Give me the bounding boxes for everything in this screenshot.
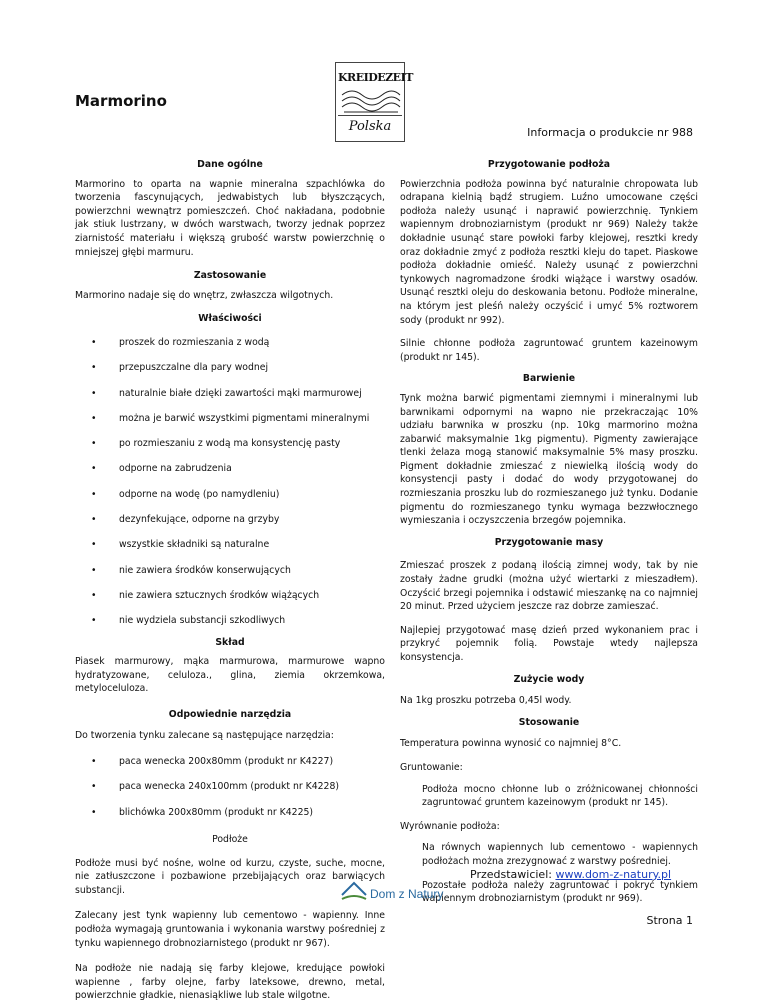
- list-item: • przepuszczalne dla pary wodnej: [75, 361, 385, 386]
- heading-zuzycie-wody: Zużycie wody: [513, 673, 585, 685]
- przygotowanie-text-1: Powierzchnia podłoża powinna być naturalnie chropowata lub odrapana kielnią bądź strugiem. Luźno umocowane części podłoża należy usunąć i naprawić powierzchnię. Tynkiem wapiennym drobnoziarnistym (produkt nr 969) Należy także dokładnie usunąć stare powłoki farby klejowej, resztki kredy oraz dokładnie zmyć z podłoża resztki kleju do tapet. Piaskowe podłoża dokładnie omieść. Należy usunąć z powierzchni tynkowych nagromadzone środki wiążące i warstwy osadów. Usunąć resztki oleju do deskowania betonu. Podłoże mineralne, na którym jest pleśń należy oczyścić i umyć 5% roztworem sody (produkt nr 992).: [400, 178, 698, 326]
- heading-przygotowanie-podloza: Przygotowanie podłoża: [487, 159, 611, 170]
- narzedzia-list: [75, 755, 385, 831]
- heading-przygotowanie-masy: Przygotowanie masy: [494, 536, 604, 548]
- list-item: • można je barwić wszystkimi pigmentami mineralnymi: [75, 412, 385, 437]
- list-item: • paca wenecka 200x80mm (produkt nr K4227): [75, 755, 385, 780]
- wlasciwosci-list: [75, 336, 385, 640]
- barwienie-text: Tynk można barwić pigmentami ziemnymi i mineralnymi lub barwnikami odpornymi na wapno nie przekraczając 10% udziału barwnika w proszku (np. 10kg marmorino można zabarwić maksymalnie 1kg pigmentu). Pigmenty zawierające tlenki żelaza mogą stanowić maksymalnie 5% masy proszku. Pigment dokładnie zmieszać z niewielką ilością wody do konsystencji pasty i dodać do wody przygotowanej do rozmieszania proszku lub do rozmieszanego już tynku. Dodanie pigmentu do rozmieszanego tynku wymaga bezzwłocznego wymieszania i oczyszczenia brzegów pojemnika.: [400, 392, 698, 527]
- list-item: • wszystkie składniki są naturalne: [75, 538, 385, 563]
- sklad-text: Piasek marmurowy, mąka marmurowa, marmurowe wapno hydratyzowane, celuloza., glina, ziemia okrzemkowa, metyloceluloza.: [75, 656, 385, 695]
- heading-dane-ogolne: Dane ogólne: [197, 159, 263, 170]
- page-number: Strona 1: [646, 914, 693, 927]
- zuzycie-text: Na 1kg proszku potrzeba 0,45l wody.: [400, 695, 572, 707]
- list-item: • nie zawiera sztucznych środków wiążących: [75, 589, 385, 614]
- przygotowanie-text-2: Silnie chłonne podłoża zagruntować gruntem kazeinowym (produkt nr 145).: [400, 338, 698, 363]
- podloze-text-2: Zalecany jest tynk wapienny lub cementowo - wapienny. Inne podłoża wymagają gruntowania i wykonania warstwy pośredniej z tynku wapiennego drobnoziarnistego (produkt nr 967).: [75, 910, 385, 949]
- heading-wlasciwosci: Właściwości: [198, 313, 262, 325]
- heading-sklad: Skład: [215, 636, 245, 648]
- representative: [470, 868, 671, 881]
- rep-label: Przedstawiciel:: [470, 868, 552, 881]
- podloze-text-1: Podłoże musi być nośne, wolne od kurzu, czyste, suche, mocne, nie zatłuszczone i pozbawione przebijających oraz barwiących substancji.: [75, 857, 385, 896]
- narzedzia-text: Do tworzenia tynku zalecane są następujące narzędzia:: [75, 730, 334, 742]
- list-item: • nie zawiera środków konserwujących: [75, 564, 385, 589]
- heading-zastosowanie: Zastosowanie: [193, 270, 267, 282]
- kreidezeit-logo: [335, 62, 413, 142]
- masa-text-2: Najlepiej przygotować masę dzień przed wykonaniem prac i przykryć pojemnik folią. Powstaje wtedy najlepsza konsystencja.: [400, 624, 698, 663]
- zastosowanie-text: Marmorino nadaje się do wnętrz, zwłaszcza wilgotnych.: [75, 289, 334, 301]
- list-item: • naturalnie białe dzięki zawartości mąki marmurowej: [75, 387, 385, 412]
- masa-text-1: Zmieszać proszek z podaną ilością zimnej wody, tak by nie zostały żadne grudki (można użyć wiertarki z mieszadłem). Oczyścić brzegi pojemnika i odstawić mieszankę na co najmniej 20 minut. Przed użyciem jeszcze raz dobrze zamieszać.: [400, 560, 698, 613]
- rep-link[interactable]: www.dom-z-natury.pl: [555, 868, 672, 881]
- heading-narzedzia: Odpowiednie narzędzia: [168, 708, 292, 720]
- stosowanie-text: Temperatura powinna wynosić co najmniej 8°C.: [400, 738, 622, 750]
- list-item: • dezynfekujące, odporne na grzyby: [75, 513, 385, 538]
- list-item: • proszek do rozmieszania z wodą: [75, 336, 385, 361]
- right-column: [400, 158, 698, 906]
- heading-podloze: Podłoże: [212, 833, 248, 845]
- footer-logo-text: Dom z Natury: [370, 887, 444, 901]
- list-item: • blichówka 200x80mm (produkt nr K4225): [75, 806, 385, 831]
- logo-brand: KREIDEZEIT: [338, 71, 413, 84]
- dane-ogolne-text: Marmorino to oparta na wapnie mineralna szpachlówka do tworzenia fascynujących, jedwabistych lub błyszczących, powierzchni wewnątrz pomieszczeń. Choć nakładana, podobnie jak stiuk lustrzany, w dwóch warstwach, tworzy jednak poprzez ziarnistość materiału i większą grubość warstw powierzchnię o mniejszej głębi marmuru.: [75, 178, 385, 258]
- wyrownanie-text-1: Na równych wapiennych lub cementowo - wapiennych podłożach można zrezygnować z warstwy pośredniej.: [422, 842, 698, 867]
- gruntowanie-label: Gruntowanie:: [400, 761, 463, 773]
- podloze-text-3: Na podłoże nie nadają się farby klejowe, kredujące powłoki wapienne , farby olejne, farby lateksowe, drewno, metal, powierzchnie gładkie, nienasiąkliwe lub stale wilgotne.: [75, 963, 385, 1002]
- product-info: Informacja o produkcie nr 988: [527, 126, 693, 139]
- logo-landscape-icon: [338, 65, 413, 115]
- heading-barwienie: Barwienie: [522, 373, 576, 385]
- wyrownanie-label: Wyrównanie podłoża:: [400, 820, 500, 832]
- gruntowanie-text: Podłoża mocno chłonne lub o zróżnicowanej chłonności zagruntować gruntem kazeinowym (produkt nr 145).: [422, 783, 698, 809]
- wyrownanie-text-2: Pozostałe podłoża należy zagruntować i pokryć tynkiem wapiennym drobnoziarnistym (produkt nr 969).: [422, 879, 698, 905]
- list-item: • po rozmieszaniu z wodą ma konsystencję pasty: [75, 437, 385, 462]
- list-item: • odporne na zabrudzenia: [75, 462, 385, 487]
- left-column: [75, 158, 385, 1003]
- heading-stosowanie: Stosowanie: [518, 716, 580, 728]
- list-item: • paca wenecka 240x100mm (produkt nr K4228): [75, 780, 385, 805]
- page-title: Marmorino: [75, 92, 167, 110]
- list-item: • odporne na wodę (po namydleniu): [75, 488, 385, 513]
- list-item: • nie wydziela substancji szkodliwych: [75, 614, 385, 639]
- logo-country: Polska: [348, 119, 392, 134]
